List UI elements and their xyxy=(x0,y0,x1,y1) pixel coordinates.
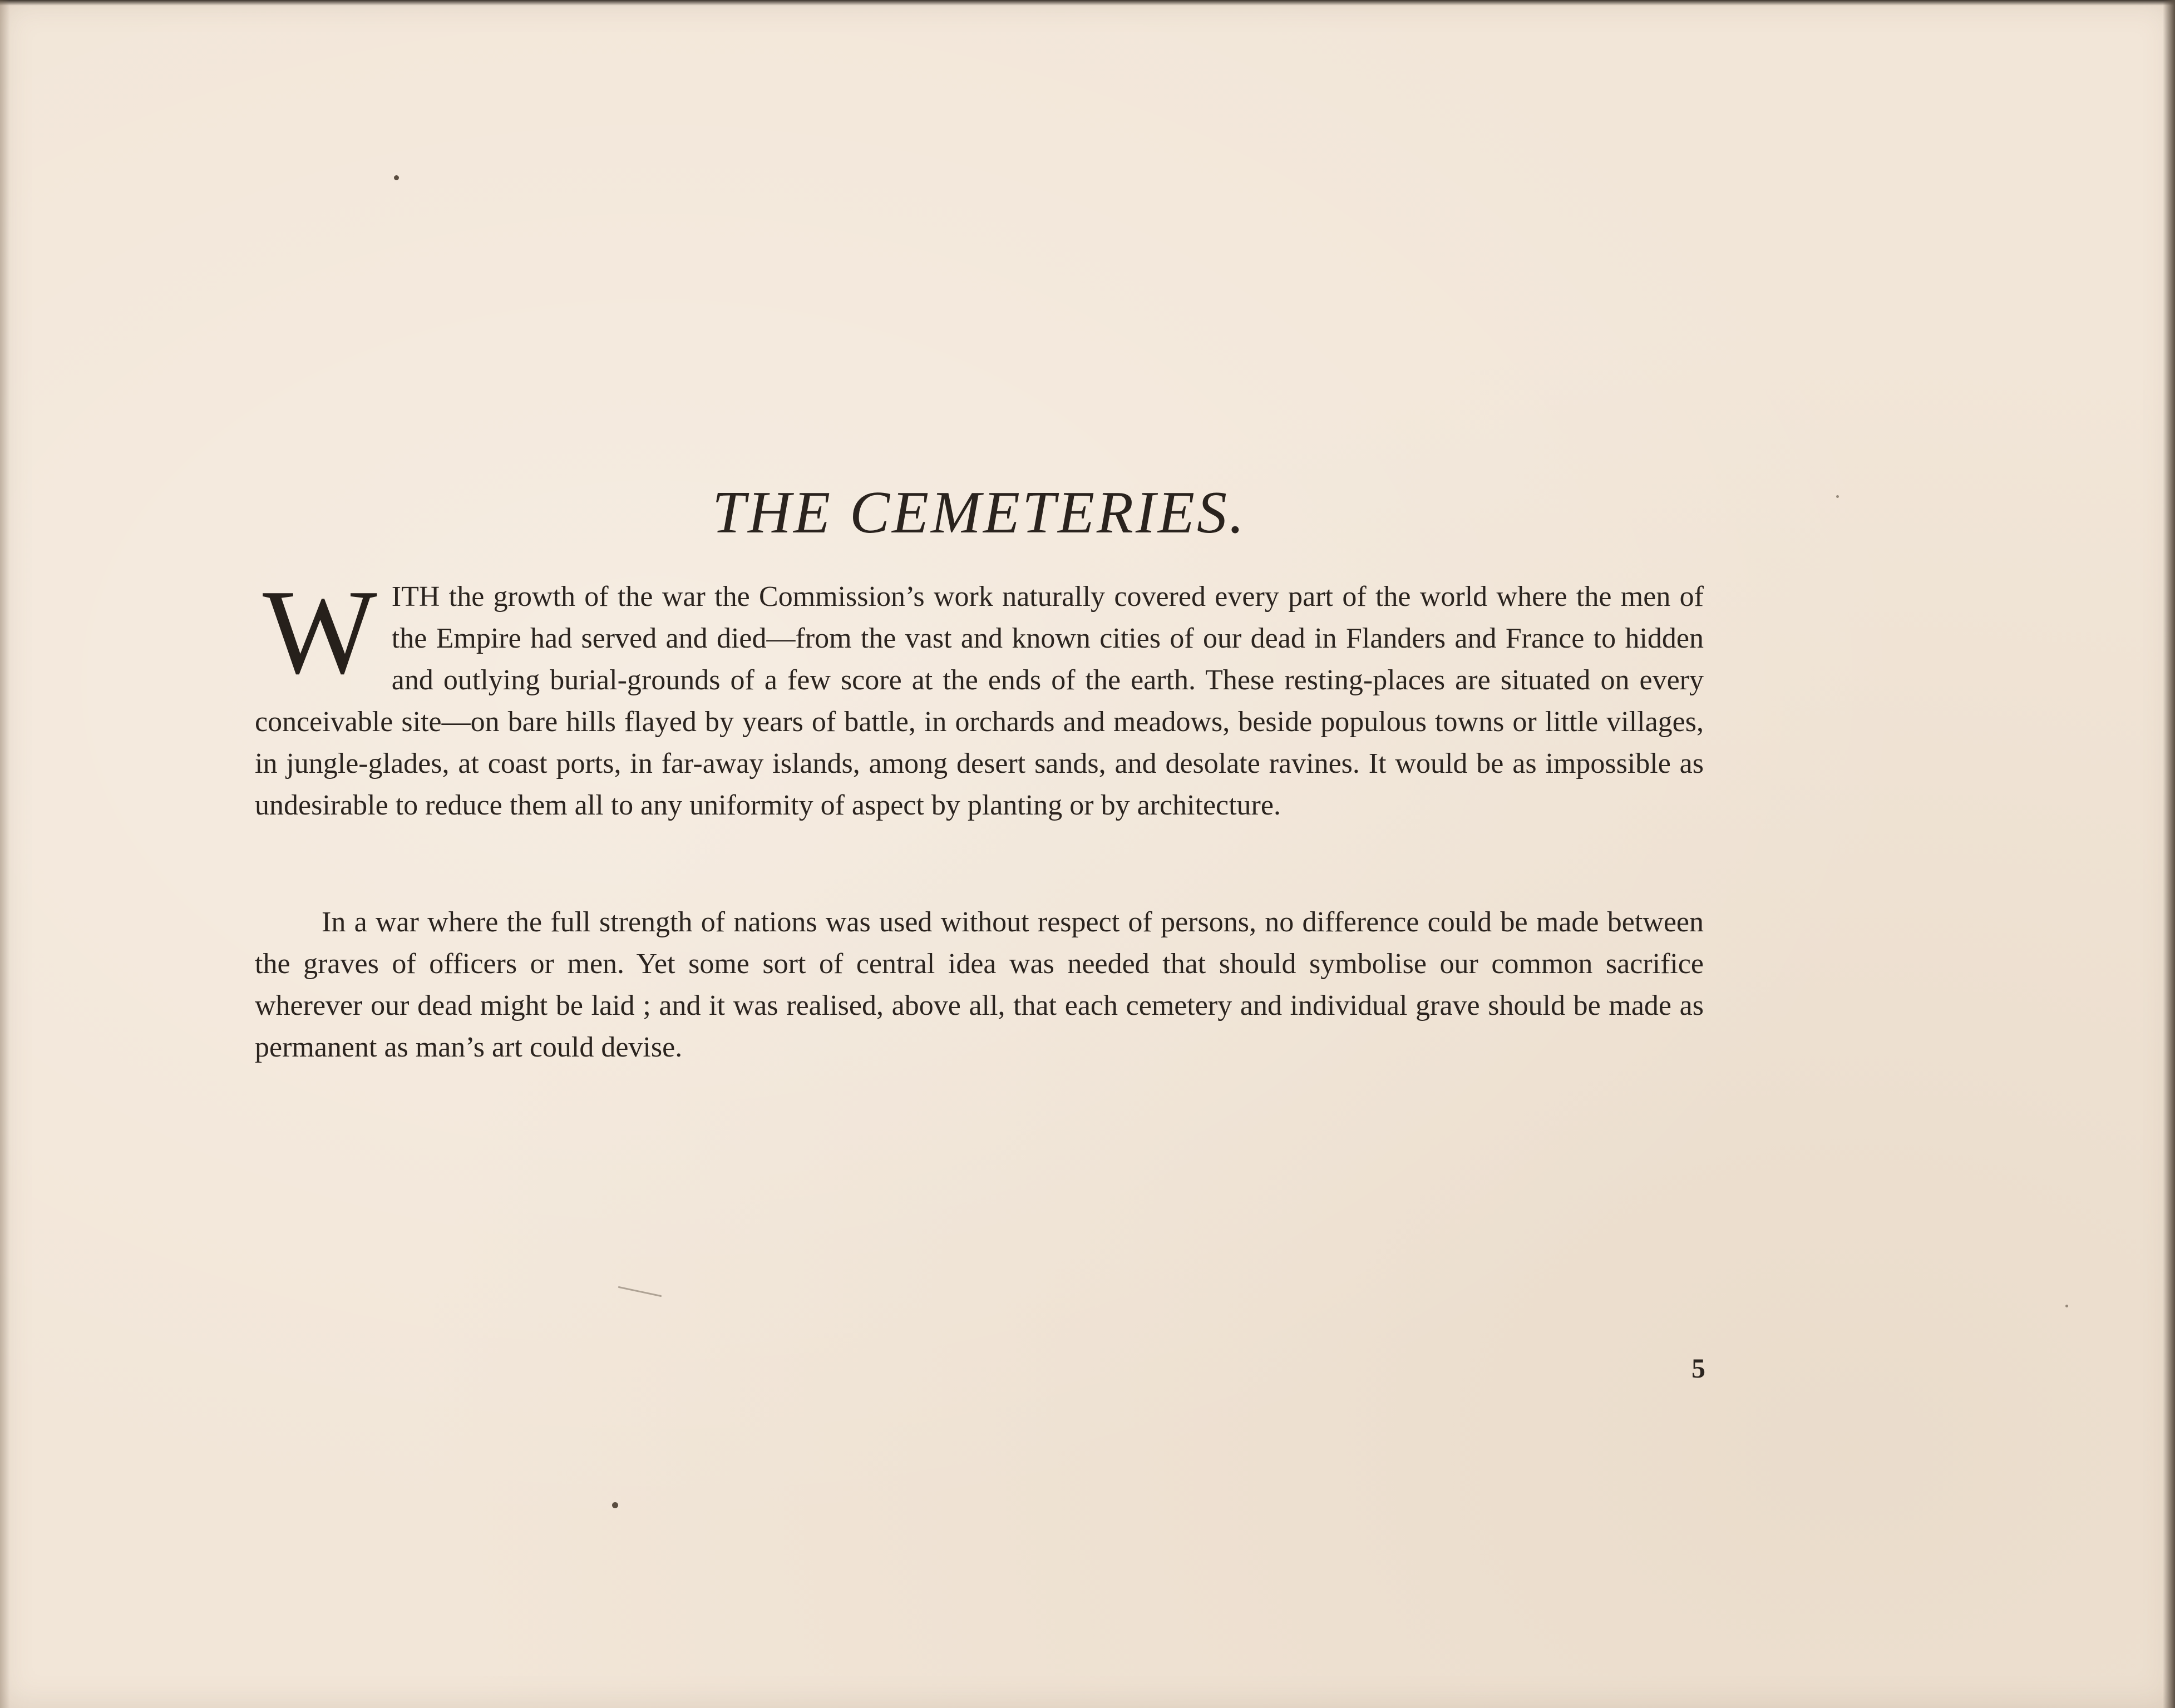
page-title-text: THE CEMETERIES. xyxy=(712,480,1246,546)
paper-speck xyxy=(394,175,399,180)
page-right-edge-shadow xyxy=(2163,0,2175,1708)
page-title xyxy=(0,478,1959,547)
paper-speck xyxy=(1836,495,1839,498)
paragraph-1-text: ITH the growth of the war the Commission’s work naturally covered every part of the world where the men of the Empire had served and died—from the vast and known cities of our dead in Flanders and France to hidden and outlying burial-grounds of a few score at the ends of the earth. These resting-places are situated on every conceivable site—on bare hills flayed by years of battle, in orchards and meadows, beside populous towns or little villages, in jungle-glades, at coast ports, in far-away islands, among desert sands, and desolate ravines. It would be as impossible as undesirable to reduce them all to any uniformity of aspect by planting or by architecture. xyxy=(255,581,1704,821)
paper-scratch xyxy=(618,1286,662,1297)
page-top-edge-shadow xyxy=(0,0,2175,6)
paper-speck xyxy=(612,1502,618,1508)
drop-cap: W xyxy=(263,565,377,699)
paragraph-2-text: In a war where the full strength of nations was used without respect of persons, no difference could be made between the graves of officers or men. Yet some sort of central idea was needed that should symbolise our common sacrifice wherever our dead might be laid ; and it was realised, above all, that each cemetery and individual grave should be made as permanent as man’s art could devise. xyxy=(255,906,1704,1063)
paragraph-1 xyxy=(255,565,1704,826)
paragraph-2 xyxy=(255,901,1704,1068)
page-number: 5 xyxy=(1691,1352,1705,1384)
paper-speck xyxy=(2065,1305,2068,1307)
page-left-edge-shadow xyxy=(0,0,10,1708)
